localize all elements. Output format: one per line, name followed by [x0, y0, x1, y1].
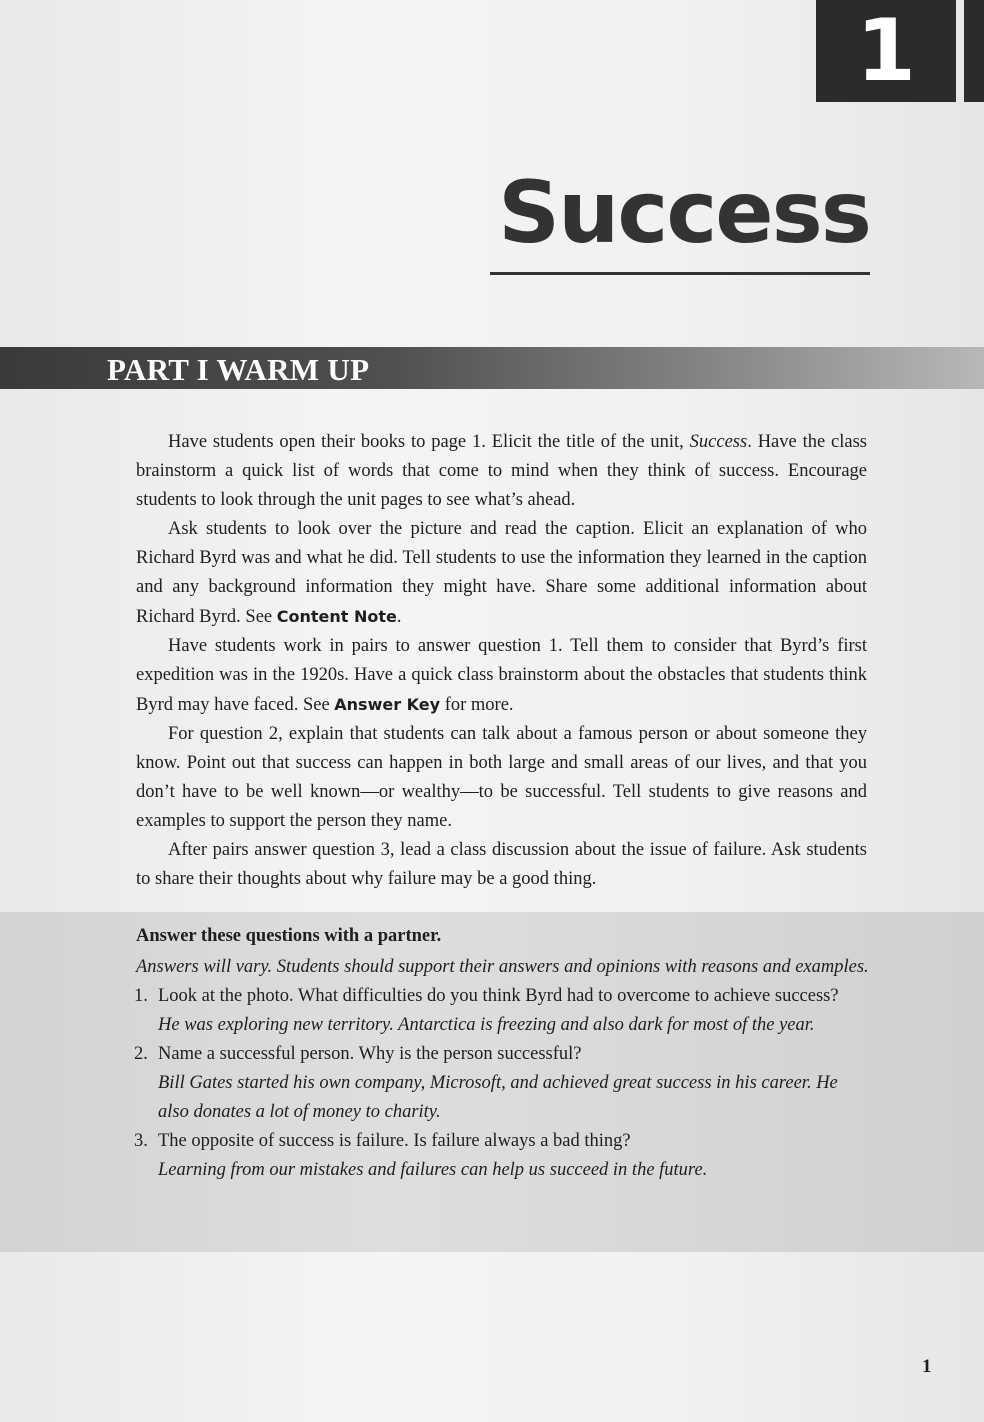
paragraph-text: After pairs answer question 3, lead a class discussion about the issue of failure. Ask students to share their thoughts about why failure may be a good thing.	[136, 840, 867, 889]
question-answer: He was exploring new territory. Antarctica is freezing and also dark for most of the year.	[158, 1015, 815, 1035]
page-number: 1	[922, 1356, 932, 1377]
chapter-tab-edge	[964, 0, 984, 102]
question-text: Look at the photo. What difficulties do you think Byrd had to overcome to achieve success?	[158, 986, 839, 1006]
paragraph-text: Ask students to look over the picture and read the caption. Elicit an explanation of who Richard Byrd was and what he did. Tell students to use the information they learned in the caption and any background information they might have. Share some additional information about Richard Byrd. See	[136, 519, 867, 627]
paragraph	[136, 428, 867, 515]
question-number: 3.	[134, 1131, 148, 1151]
question-item	[136, 1040, 870, 1127]
paragraph	[136, 720, 867, 836]
answer-box	[136, 922, 870, 1185]
chapter-number-tab	[816, 0, 956, 102]
question-text: The opposite of success is failure. Is failure always a bad thing?	[158, 1131, 631, 1151]
question-text: Name a successful person. Why is the person successful?	[158, 1044, 582, 1064]
paragraph	[136, 632, 867, 720]
paragraph-text: . Have the class brainstorm a quick list of words that come to mind when they think of success. Encourage students to look through the unit pages to see what’s ahead.	[136, 432, 867, 510]
answer-key-reference: Answer Key	[334, 695, 441, 714]
answer-box-note: Answers will vary. Students should support their answers and opinions with reasons and examples.	[136, 957, 869, 977]
content-note-reference: Content Note	[276, 607, 397, 626]
paragraph-text: .	[396, 607, 402, 627]
question-answer: Bill Gates started his own company, Microsoft, and achieved great success in his career. He also donates a lot of money to charity.	[158, 1073, 838, 1122]
unit-title: Success	[498, 163, 870, 263]
paragraph-text: For question 2, explain that students can talk about a famous person or about someone they know. Point out that success can happen in both large and small areas of our lives, and that you don’t have to be well known—or wealthy—to be successful. Tell students to give reasons and examples to support the person they name.	[136, 724, 867, 831]
question-list	[136, 982, 870, 1185]
paragraph-text: Have students work in pairs to answer question 1. Tell them to consider that Byrd’s first expedition was in the 1920s. Have a quick class brainstorm about the obstacles that students think Byrd may have faced. See	[136, 636, 867, 715]
question-number: 1.	[134, 986, 148, 1006]
unit-title-rule	[490, 272, 870, 275]
question-number: 2.	[134, 1044, 148, 1064]
question-answer: Learning from our mistakes and failures can help us succeed in the future.	[158, 1160, 708, 1180]
paragraph-text: for more.	[440, 695, 514, 715]
question-item	[136, 982, 870, 1040]
paragraph	[136, 836, 867, 894]
paragraph	[136, 515, 867, 632]
instructions-body	[136, 428, 867, 894]
paragraph-text: Have students open their books to page 1. Elicit the title of the unit,	[168, 432, 690, 452]
answer-box-heading: Answer these questions with a partner.	[136, 926, 442, 946]
part-heading: PART I WARM UP	[107, 352, 370, 387]
chapter-number: 1	[856, 1, 916, 101]
unit-title-reference: Success	[689, 432, 748, 452]
question-item	[136, 1127, 870, 1185]
